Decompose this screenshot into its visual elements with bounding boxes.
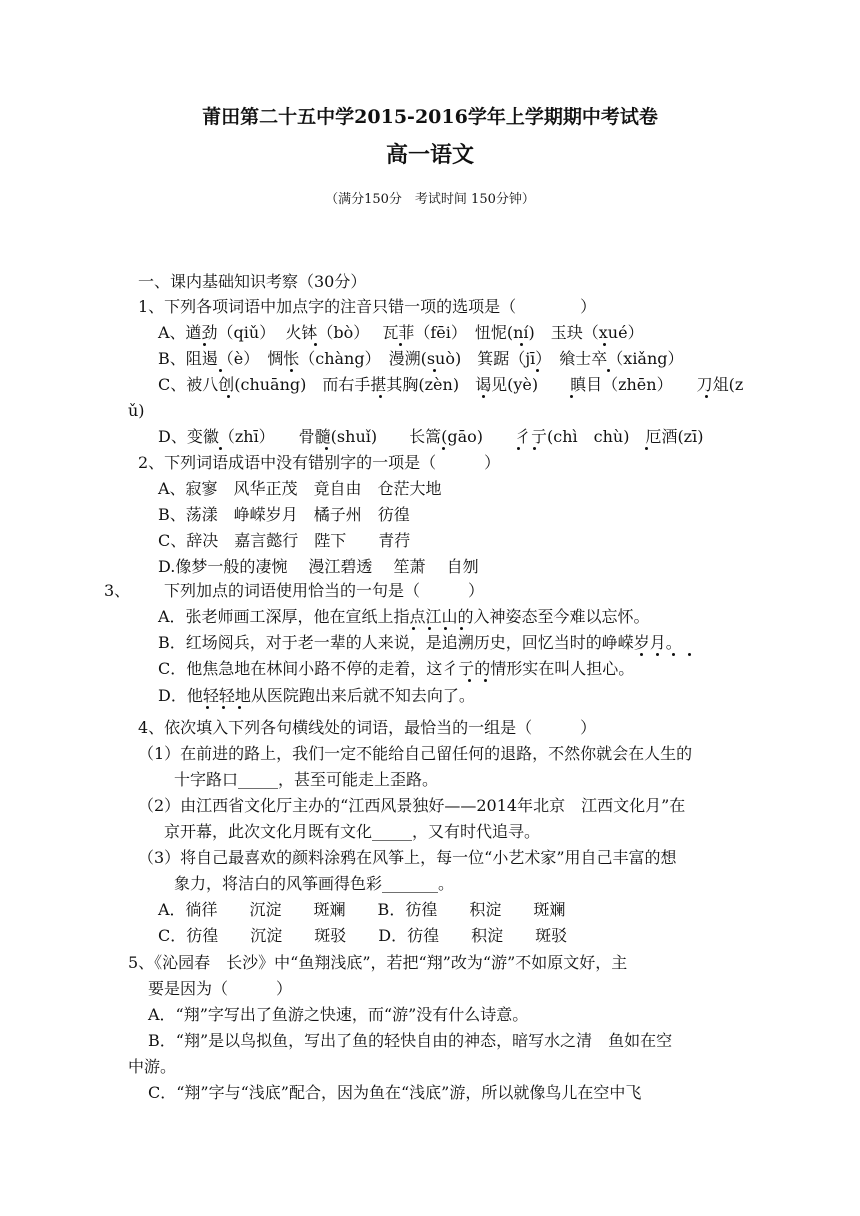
question-5-cont: 要是因为（ ） — [148, 979, 293, 998]
question-1: 1、下列各项词语中加点字的注音只错一项的选项是（ ） — [138, 297, 597, 316]
emphasis-dot — [645, 447, 648, 450]
emphasis-dot — [222, 706, 225, 709]
q4-sentence-2-cont: 京开幕，此次文化月既有文化_____，又有时代追寻。 — [164, 822, 541, 841]
q2-option-d: D.像梦一般的凄惋 漫江碧透 笙萧 自刎 — [158, 557, 479, 576]
question-4: 4、依次填入下列各句横线处的词语，最恰当的一组是（ ） — [138, 718, 597, 737]
q4-sentence-3: （3）将自己最喜欢的颜料涂鸦在风筝上，每一位“小艺术家”用自己丰富的想 — [138, 848, 677, 867]
q4-sentence-1: （1）在前进的路上，我们一定不能给自己留任何的退路，不然你就会在人生的 — [138, 744, 693, 763]
emphasis-dot — [379, 395, 382, 398]
q4-sentence-2: （2）由江西省文化厅主办的“江西风景独好——2014年北京 江西文化月”在 — [138, 796, 686, 815]
emphasis-dot — [533, 447, 536, 450]
emphasis-dot — [428, 627, 431, 630]
q3-option-b: B．红场阅兵，对于老一辈的人来说，是追溯历史，回忆当时的峥嵘岁月。 — [158, 633, 682, 652]
emphasis-dot — [688, 653, 691, 656]
q4-options-cd: C．彷徨 沉淀 斑驳 D．彷徨 积淀 斑驳 — [158, 926, 568, 945]
question-5: 5、《沁园春 长沙》中“鱼翔浅底”，若把“翔”改为“游”不如原文好，主 — [128, 953, 628, 972]
emphasis-dot — [227, 395, 230, 398]
emphasis-dot — [656, 653, 659, 656]
q4-sentence-1-cont: 十字路口_____，甚至可能走上歪路。 — [174, 770, 439, 789]
exam-subtitle: 高一语文 — [385, 142, 474, 168]
emphasis-dot — [705, 395, 708, 398]
emphasis-dot — [520, 343, 523, 346]
q3-option-d: D．他轻轻地从医院跑出来后就不知去向了。 — [158, 686, 475, 705]
emphasis-dot — [325, 447, 328, 450]
emphasis-dot — [482, 395, 485, 398]
emphasis-dot — [238, 706, 241, 709]
q5-option-c: C．“翔”字与“浅底”配合，因为鱼在“浅底”游，所以就像鸟儿在空中飞 — [148, 1083, 642, 1102]
emphasis-dot — [442, 447, 445, 450]
emphasis-dot — [399, 343, 402, 346]
emphasis-dot — [484, 679, 487, 682]
question-3: 下列加点的词语使用恰当的一句是（ ） — [164, 581, 485, 600]
emphasis-dot — [607, 369, 610, 372]
question-2: 2、下列词语成语中没有错别字的一项是（ ） — [138, 453, 501, 472]
exam-title: 莆田第二十五中学2015-2016学年上学期期中考试卷 — [202, 106, 658, 128]
q1-option-d: D、变徽（zhī） 骨髓(shuǐ) 长篙(gāo) 彳亍(chì chù) 厄酒(zī) — [158, 427, 704, 446]
emphasis-dot — [672, 653, 675, 656]
q1-option-a: A、遒劲（qiǔ） 火钵（bò） 瓦菲（fēi） 忸怩(ní) 玉玦（xué） — [158, 323, 644, 342]
emphasis-dot — [203, 343, 206, 346]
q1-option-b: B、阻遏（è） 惆怅（chàng） 漫溯(suò) 箕踞（jī） 飨士卒（xiǎng） — [158, 349, 684, 368]
q2-option-a: A、寂寥 风华正茂 竟自由 仓茫大地 — [158, 479, 442, 498]
emphasis-dot — [603, 343, 606, 346]
q1-option-c: C、被八创(chuāng) 而右手揕其胸(zèn) 谒见(yè) 瞋目（zhēn） 刀俎(z — [158, 375, 744, 394]
emphasis-dot — [219, 447, 222, 450]
q2-option-c: C、辞决 嘉言懿行 陛下 青荇 — [158, 531, 411, 550]
q3-option-a: A．张老师画工深厚，他在宣纸上指点江山的入神姿态至今难以忘怀。 — [158, 607, 650, 626]
emphasis-dot — [640, 653, 643, 656]
q4-options-ab: A．徜徉 沉淀 斑斓 B．彷徨 积淀 斑斓 — [158, 900, 566, 919]
emphasis-dot — [536, 369, 539, 372]
emphasis-dot — [460, 627, 463, 630]
emphasis-dot — [517, 447, 520, 450]
emphasis-dot — [433, 369, 436, 372]
q5-option-b: B．“翔”是以鸟拟鱼，写出了鱼的轻快自由的神态，暗写水之清 鱼如在空 — [148, 1031, 673, 1050]
emphasis-dot — [314, 343, 317, 346]
q3-option-c: C．他焦急地在林间小路不停的走着，这彳亍的情形实在叫人担心。 — [158, 659, 635, 678]
emphasis-dot — [412, 627, 415, 630]
q4-sentence-3-cont: 象力，将洁白的风筝画得色彩_______。 — [174, 874, 455, 893]
emphasis-dot — [206, 706, 209, 709]
question-3-number: 3、 — [104, 581, 131, 600]
emphasis-dot — [444, 627, 447, 630]
emphasis-dot — [290, 369, 293, 372]
q5-option-a: A．“翔”字写出了鱼游之快速，而“游”没有什么诗意。 — [148, 1005, 529, 1024]
q5-option-b-cont: 中游。 — [128, 1057, 177, 1076]
q1-option-c-cont: ǔ) — [128, 401, 145, 420]
emphasis-dot — [219, 369, 222, 372]
exam-note: （满分150分 考试时间 150分钟） — [325, 192, 535, 207]
emphasis-dot — [468, 679, 471, 682]
q2-option-b: B、荡漾 峥嵘岁月 橘子州 彷徨 — [158, 505, 410, 524]
emphasis-dot — [570, 395, 573, 398]
section-heading: 一、课内基础知识考察（30分） — [138, 272, 367, 291]
